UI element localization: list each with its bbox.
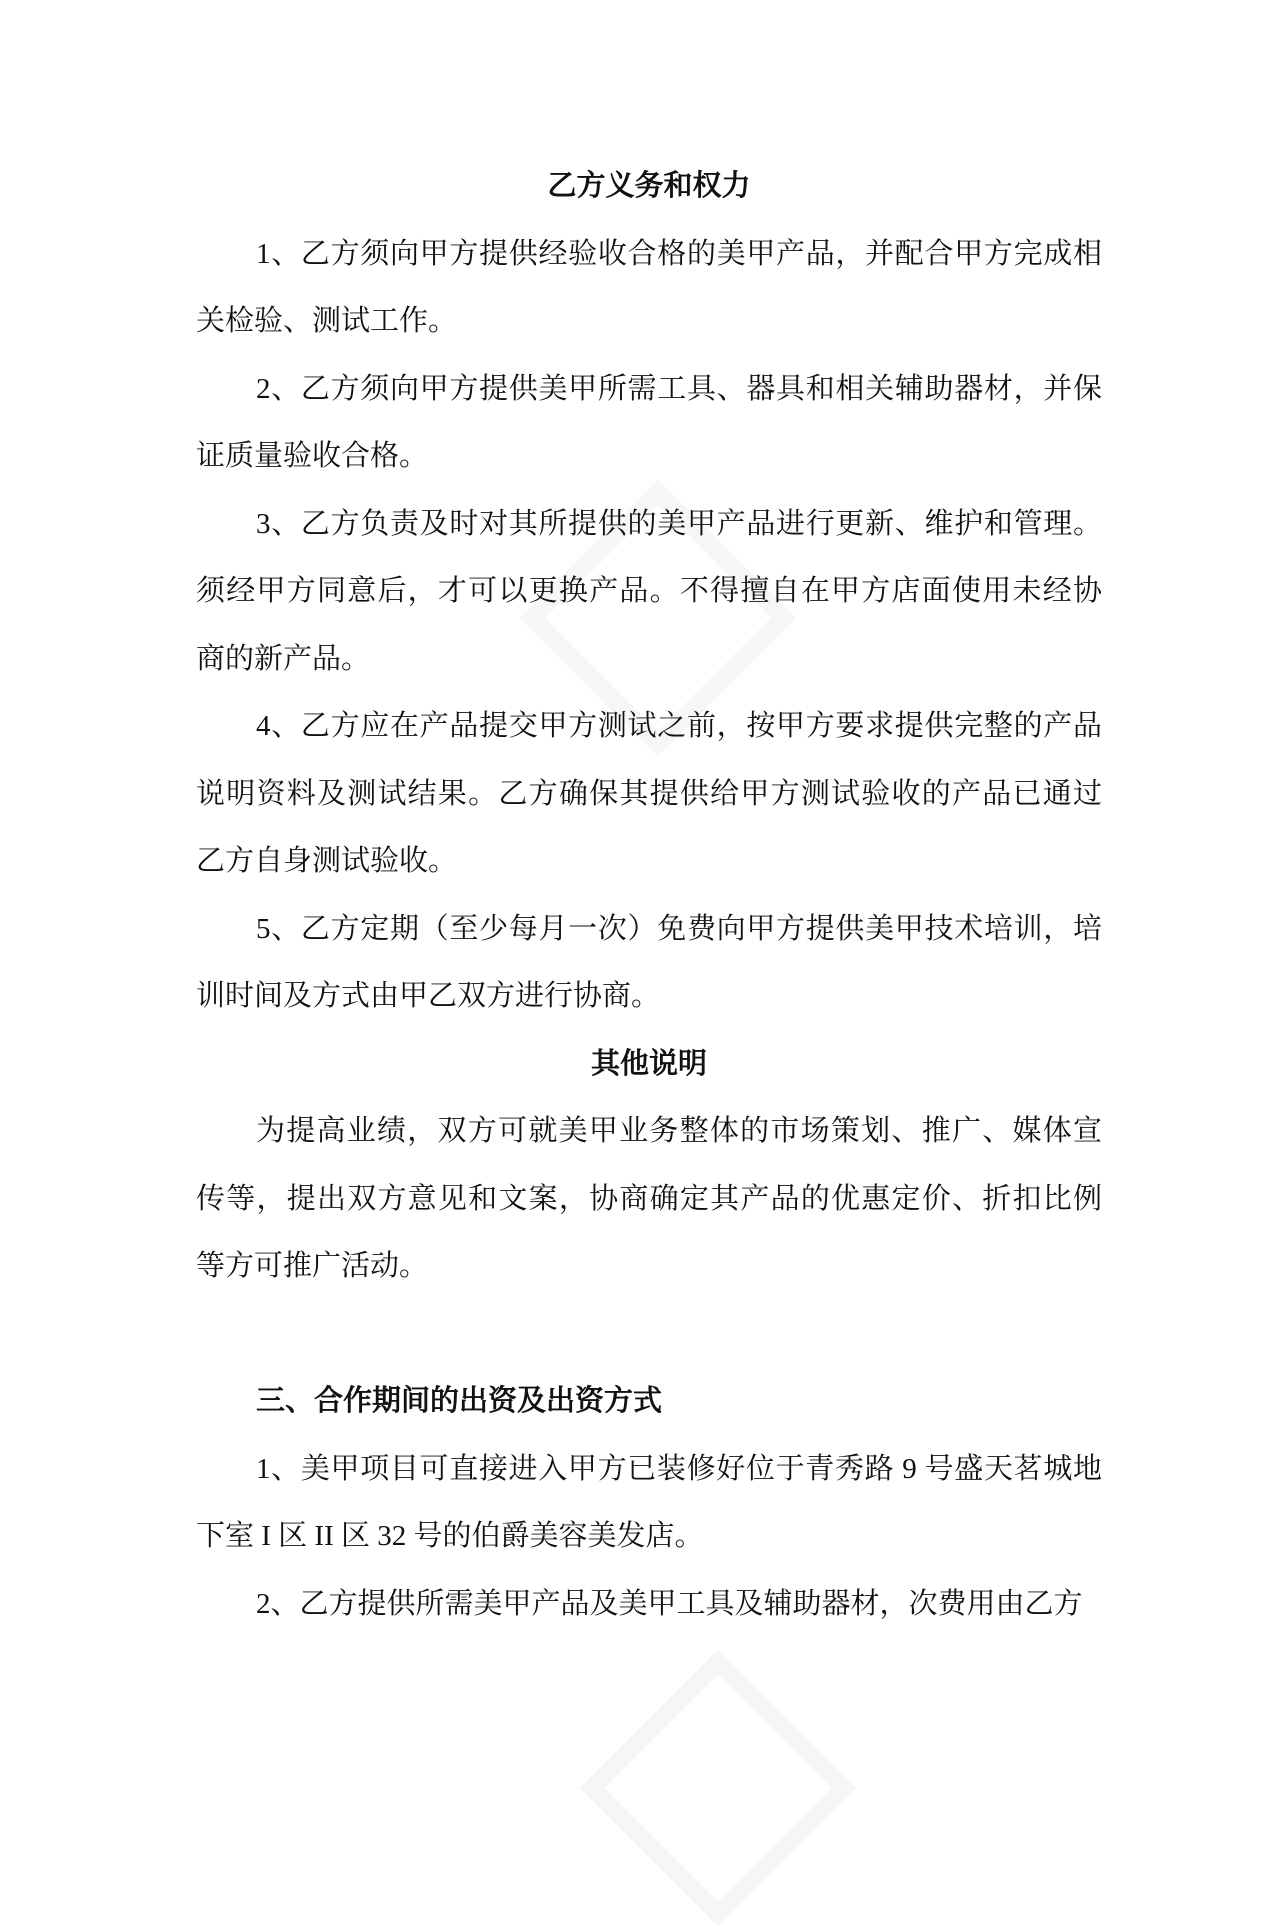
paragraph-line: 4、乙方应在产品提交甲方测试之前，按甲方要求提供完整的产品	[256, 710, 1102, 742]
paragraph-line: 训时间及方式由甲乙双方进行协商。	[196, 980, 661, 1012]
paragraph	[196, 896, 1102, 1031]
paragraph-line: 等方可推广活动。	[196, 1250, 429, 1282]
paragraph	[196, 693, 1102, 896]
paragraph-line: 5、乙方定期（至少每月一次）免费向甲方提供美甲技术培训，培	[256, 912, 1102, 945]
paragraph	[196, 356, 1102, 491]
paragraph-line: 3、乙方负责及时对其所提供的美甲产品进行更新、维护和管理。	[256, 507, 1102, 540]
paragraph	[196, 221, 1102, 356]
document-page	[196, 153, 1102, 1638]
paragraph-line: 2、乙方提供所需美甲产品及美甲工具及辅助器材，次费用由乙方	[256, 1587, 1083, 1620]
paragraph-line: 1、美甲项目可直接进入甲方已装修好位于青秀路 9 号盛天茗城地	[256, 1452, 1102, 1485]
watermark	[579, 1649, 856, 1926]
section-heading: 三、合作期间的出资及出资方式	[256, 1385, 663, 1417]
paragraph-line: 为提高业绩，双方可就美甲业务整体的市场策划、推广、媒体宣	[256, 1115, 1102, 1147]
paragraph-line: 传等，提出双方意见和文案，协商确定其产品的优惠定价、折扣比例	[196, 1182, 1102, 1215]
paragraph-line: 2、乙方须向甲方提供美甲所需工具、器具和相关辅助器材，并保	[256, 372, 1102, 405]
paragraph-line: 证质量验收合格。	[196, 440, 429, 472]
paragraph	[196, 491, 1102, 694]
paragraph-line: 说明资料及测试结果。乙方确保其提供给甲方测试验收的产品已通过	[196, 777, 1102, 810]
blank-line	[196, 1301, 1102, 1369]
paragraph-line: 乙方自身测试验收。	[196, 845, 458, 877]
paragraph-line: 商的新产品。	[196, 642, 371, 675]
section-heading: 其他说明	[590, 1047, 707, 1080]
paragraph	[196, 1571, 1102, 1639]
section-heading: 乙方义务和权力	[547, 170, 751, 202]
paragraph-line: 1、乙方须向甲方提供经验收合格的美甲产品，并配合甲方完成相	[256, 237, 1102, 270]
paragraph	[196, 1098, 1102, 1301]
paragraph-line: 须经甲方同意后，才可以更换产品。不得擅自在甲方店面使用未经协	[196, 575, 1102, 607]
paragraph-line: 关检验、测试工作。	[196, 305, 458, 337]
paragraph	[196, 1436, 1102, 1571]
paragraph-line: 下室 I 区 II 区 32 号的伯爵美容美发店。	[196, 1520, 704, 1552]
